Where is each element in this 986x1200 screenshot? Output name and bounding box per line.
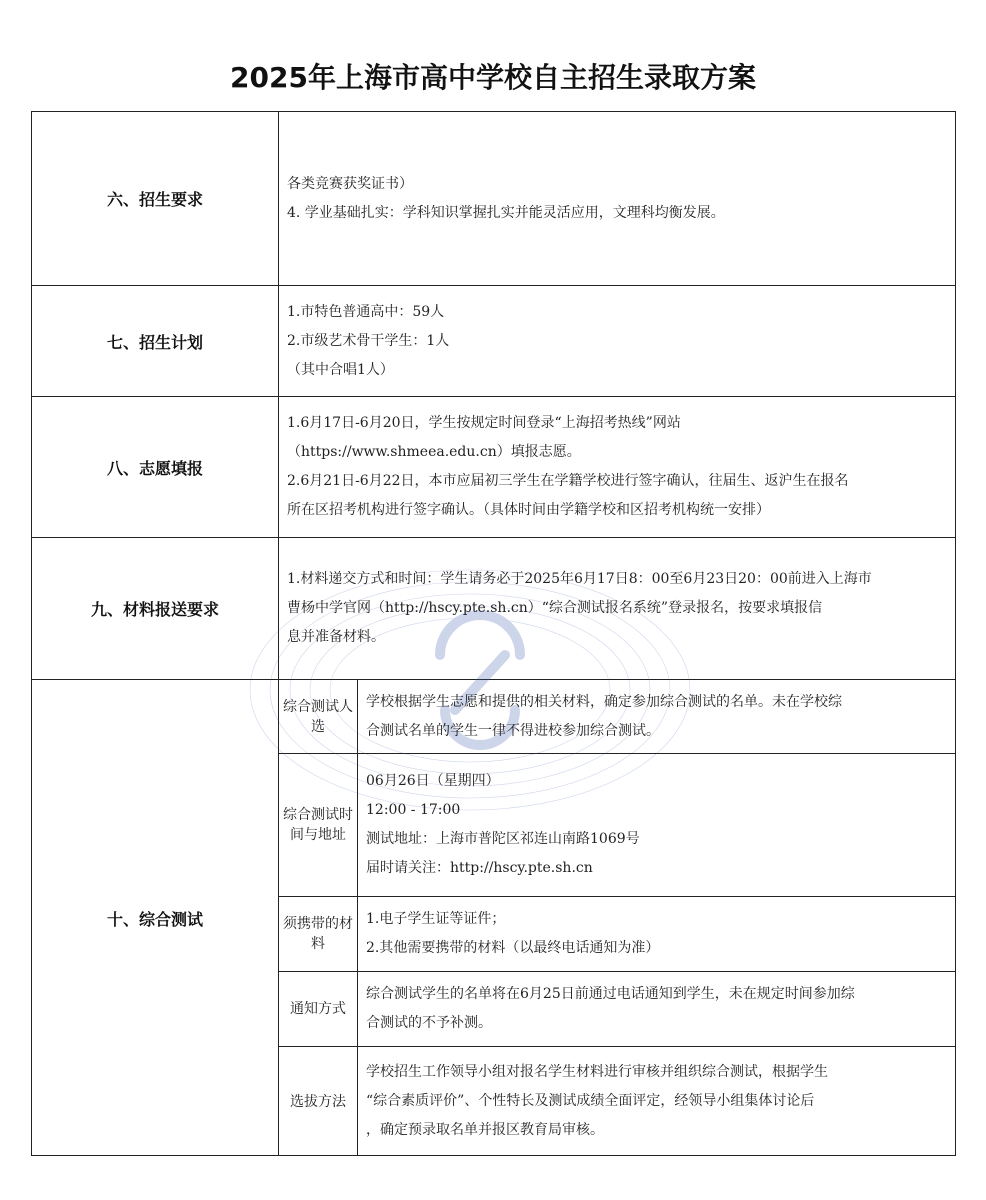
- text-line: 2.市级艺术骨干学生：1人: [287, 332, 450, 349]
- text-line: 2.6月21日-6月22日，本市应届初三学生在学籍学校进行签字确认，往届生、返沪生在报名: [287, 473, 849, 489]
- sub-content-time-address: [358, 754, 956, 896]
- text-line: 4. 学业基础扎实：学科知识掌握扎实并能灵活应用，文理科均衡发展。: [287, 204, 725, 221]
- text-line: 合测试的不予补测。: [366, 1015, 492, 1031]
- section-content-materials: [279, 538, 956, 679]
- text-line: 曹杨中学官网（http://hscy.pte.sh.cn）“综合测试报名系统”登录报名，按要求填报信: [287, 600, 823, 616]
- sub-content-candidates: [358, 680, 956, 753]
- section-label-materials: 九、材料报送要求: [90, 600, 219, 619]
- sub-content-materials: [358, 897, 956, 971]
- section-content-plan: [279, 286, 956, 396]
- text-line: （https://www.shmeea.edu.cn）填报志愿。: [287, 444, 581, 460]
- section-label-test: 十、综合测试: [106, 909, 203, 929]
- section-content-application: [279, 397, 956, 537]
- section-label-requirements: 六、招生要求: [106, 190, 203, 209]
- page-title: 2025年上海市高中学校自主招生录取方案: [230, 61, 756, 94]
- sub-label-time-address: 综合测试时间与地址: [283, 807, 353, 843]
- text-line: 合测试名单的学生一律不得进校参加综合测试。: [366, 722, 660, 739]
- text-line: 届时请关注：http://hscy.pte.sh.cn: [366, 860, 593, 876]
- text-line: 各类竞赛获奖证书）: [287, 175, 413, 192]
- text-line: 1.市特色普通高中：59人: [287, 303, 445, 320]
- text-line: 2.其他需要携带的材料（以最终电话通知为准）: [366, 940, 660, 956]
- text-line: 学校根据学生志愿和提供的相关材料，确定参加综合测试的名单。未在学校综: [366, 693, 842, 710]
- text-line: 06月26日（星期四）: [366, 773, 500, 789]
- text-line: 1.6月17日-6月20日，学生按规定时间登录“上海招考热线”网站: [287, 415, 681, 431]
- section-label-application: 八、志愿填报: [106, 458, 203, 478]
- sub-label-notification: 通知方式: [290, 1001, 346, 1017]
- section-label-plan: 七、招生计划: [106, 332, 203, 352]
- sub-content-selection: [358, 1047, 956, 1156]
- section-content-requirements: [279, 111, 956, 286]
- text-line: 所在区招考机构进行签字确认。（具体时间由学籍学校和区招考机构统一安排）: [287, 502, 770, 518]
- sub-label-materials: 须携带的材料: [283, 916, 353, 952]
- text-line: 12:00 - 17:00: [366, 802, 461, 818]
- sub-label-selection: 选拔方法: [290, 1093, 346, 1110]
- text-line: 学校招生工作领导小组对报名学生材料进行审核并组织综合测试，根据学生: [366, 1064, 828, 1080]
- text-line: （其中合唱1人）: [287, 361, 394, 378]
- text-line: “综合素质评价”、个性特长及测试成绩全面评定，经领导小组集体讨论后: [366, 1093, 815, 1109]
- text-line: ，确定预录取名单并报区教育局审核。: [366, 1122, 604, 1138]
- sub-label-candidates: 综合测试人选: [283, 698, 353, 735]
- text-line: 1.电子学生证等证件；: [366, 911, 506, 927]
- text-line: 测试地址：上海市普陀区祁连山南路1069号: [366, 831, 640, 847]
- text-line: 息并准备材料。: [287, 629, 385, 645]
- text-line: 1.材料递交方式和时间：学生请务必于2025年6月17日8：00至6月23日20：00前进入上海市: [287, 571, 872, 587]
- sub-content-notification: [358, 972, 956, 1046]
- text-line: 综合测试学生的名单将在6月25日前通过电话通知到学生，未在规定时间参加综: [366, 986, 855, 1002]
